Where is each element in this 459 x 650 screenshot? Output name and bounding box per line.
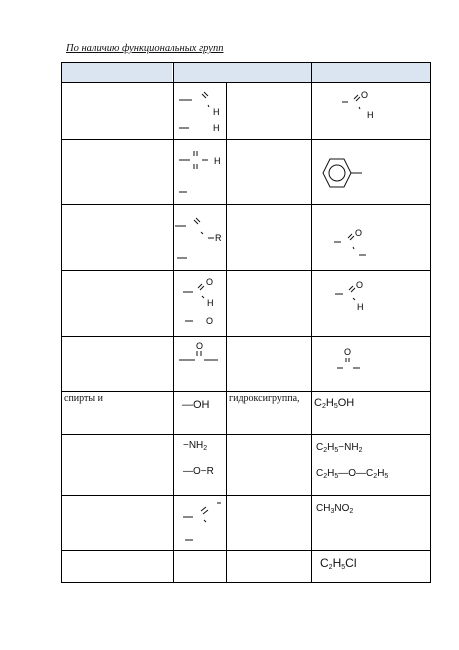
class-name-alcohols: спирты и: [64, 393, 103, 404]
aromatic-group-structure: [176, 146, 226, 198]
table-caption: По наличию функциональных групп: [66, 43, 224, 54]
ether-group-formula: —O−R: [183, 466, 214, 477]
atom-h: H: [357, 302, 364, 312]
hydroxyl-group-formula: —OH: [182, 399, 210, 411]
example-nitromethane: $CH_3NO_2$: [316, 503, 354, 515]
row-divider: [61, 550, 431, 551]
header-cell-group: [174, 63, 311, 82]
header-divider: [61, 82, 431, 83]
carboxyl-group-structure: [180, 274, 226, 332]
row-divider: [61, 270, 431, 271]
row-divider: [61, 204, 431, 205]
benzene-ring-icon: [318, 155, 368, 195]
row-divider: [61, 139, 431, 140]
ketone-group-structure: [174, 212, 226, 266]
row-divider: [61, 495, 431, 496]
group-name-hydroxyl: гидроксигруппа,: [229, 393, 300, 404]
table-border-top: [61, 62, 431, 63]
atom-h: H: [213, 107, 220, 117]
example-ethylamine: $C_2H_5-NH_2$: [316, 442, 363, 454]
nitro-group-structure: [180, 500, 226, 546]
row-divider: [61, 336, 431, 337]
column-divider-1: [173, 62, 174, 582]
column-divider-2: [226, 82, 227, 582]
atom-o: O: [355, 228, 363, 238]
atom-r: R: [215, 233, 222, 243]
carboxyl-example-structure: [332, 278, 372, 318]
table-border-right: [430, 62, 431, 582]
atom-o: O: [361, 90, 369, 100]
atom-o: O: [196, 341, 204, 351]
atom-h: H: [214, 156, 221, 166]
header-cell-class: [62, 63, 172, 82]
atom-h: H: [367, 110, 374, 120]
amine-group-formula: $-NH_2$: [183, 440, 208, 452]
example-ethanol: $C_2H_5OH$: [314, 397, 355, 410]
aldehyde-example-structure: [338, 88, 378, 122]
table-border-left: [61, 62, 62, 582]
atom-o: O: [206, 316, 214, 326]
carbonyl-group-structure: [176, 340, 224, 366]
carbonyl-example-structure: [336, 346, 366, 374]
atom-o: O: [206, 277, 214, 287]
atom-o: O: [344, 347, 352, 357]
example-chloroethane: $C_2H_5Cl$: [320, 556, 357, 571]
table-border-bottom: [61, 582, 431, 583]
column-divider-3: [311, 62, 312, 582]
atom-o: O: [356, 280, 364, 290]
row-divider: [61, 391, 431, 392]
aldehyde-group-structure: [176, 88, 226, 138]
atom-h: H: [207, 298, 214, 308]
header-cell-example: [312, 63, 430, 82]
row-divider: [61, 434, 431, 435]
ketone-example-structure: [331, 224, 375, 260]
atom-h: H: [213, 123, 220, 133]
example-diethyl-ether: $C_2H_5—O—C_2H_5$: [316, 468, 389, 480]
